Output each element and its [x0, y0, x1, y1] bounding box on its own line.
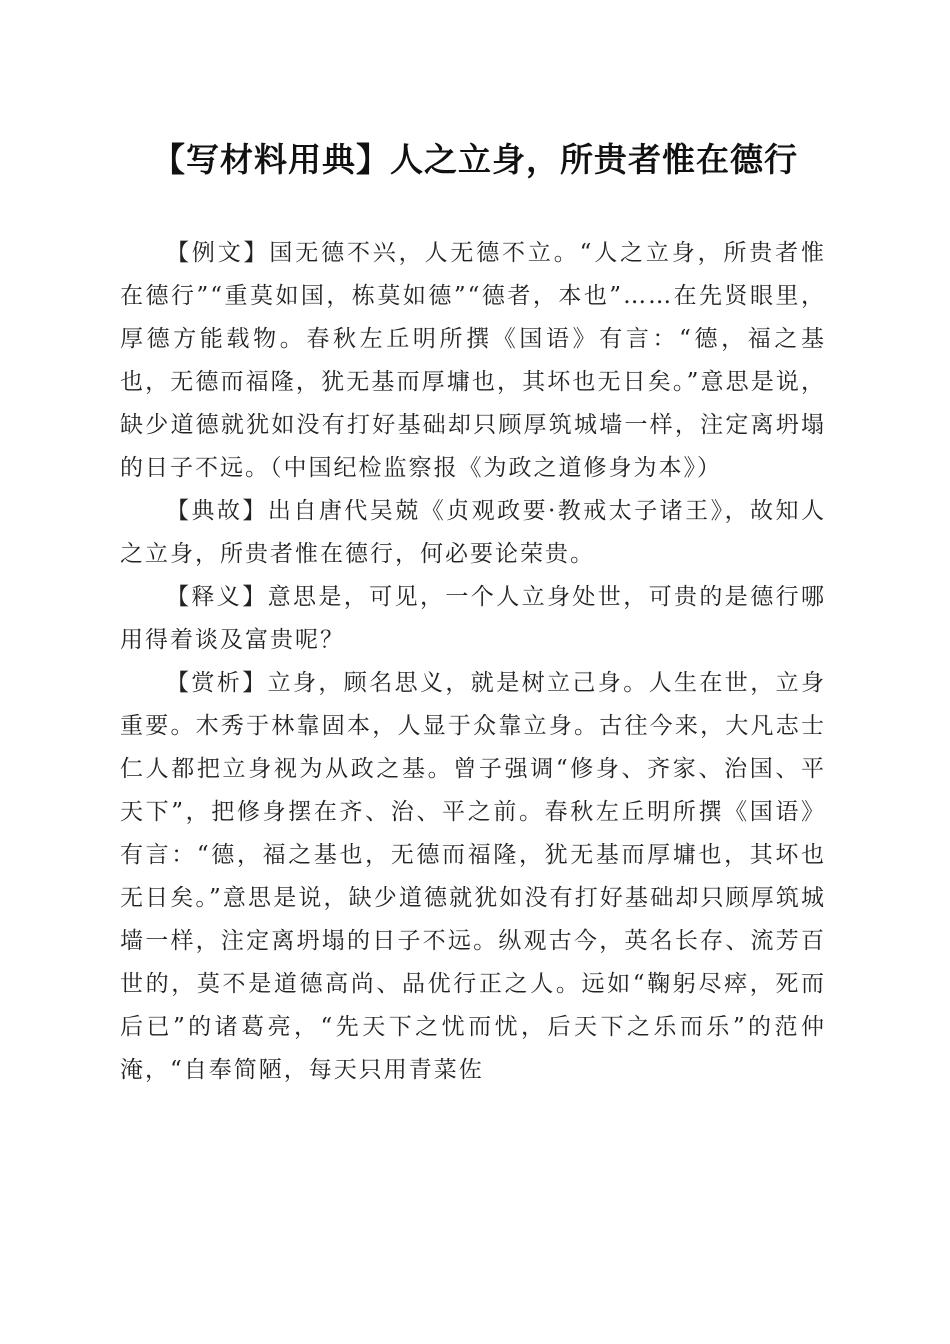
paragraph-tag: 【例文】 [166, 240, 270, 266]
paragraph-tag: 【典故】 [166, 498, 268, 524]
paragraph-tag: 【赏析】 [166, 670, 268, 696]
paragraph-text: 意思是，可见，一个人立身处世，可贵的是德行哪用得着谈及富贵呢？ [120, 584, 827, 653]
paragraph-text: 出自唐代吴兢《贞观政要·教戒太子诸王》，故知人之立身，所贵者惟在德行，何必要论荣贵。 [120, 498, 826, 567]
document-title: 【写材料用典】人之立身，所贵者惟在德行 [152, 140, 798, 179]
paragraph-example [120, 232, 826, 490]
paragraph-meaning [120, 576, 826, 662]
paragraph-text: 国无德不兴，人无德不立。“人之立身，所贵者惟在德行”“重莫如国，栋莫如德”“德者，本也”……在先贤眼里，厚德方能载物。春秋左丘明所撰《国语》有言：“德，福之基也，无德而福隆，犹无基而厚墉也，其坏也无日矣。”意思是说，缺少道德就犹如没有打好基础却只顾厚筑城墙一样，注定离坍塌的日子不远。（中国纪检监察报《为政之道修身为本》） [120, 240, 827, 481]
paragraph-allusion [120, 490, 826, 576]
paragraph-tag: 【释义】 [166, 584, 268, 610]
paragraph-text: 立身，顾名思义，就是树立己身。人生在世，立身重要。木秀于林靠固本，人显于众靠立身。古往今来，大凡志士仁人都把立身视为从政之基。曾子强调“修身、齐家、治国、平天下”，把修身摆在齐、治、平之前。春秋左丘明所撰《国语》有言：“德，福之基也，无德而福隆，犹无基而厚墉也，其坏也无日矣。”意思是说，缺少道德就犹如没有打好基础却只顾厚筑城墙一样，注定离坍塌的日子不远。纵观古今，英名长存、流芳百世的，莫不是道德高尚、品优行正之人。远如“鞠躬尽瘁，死而后已”的诸葛亮，“先天下之忧而忧，后天下之乐而乐”的范仲淹，“自奉简陋，每天只用青菜佐 [120, 670, 827, 1083]
document-body [120, 232, 826, 1092]
paragraph-appreciation [120, 662, 826, 1092]
